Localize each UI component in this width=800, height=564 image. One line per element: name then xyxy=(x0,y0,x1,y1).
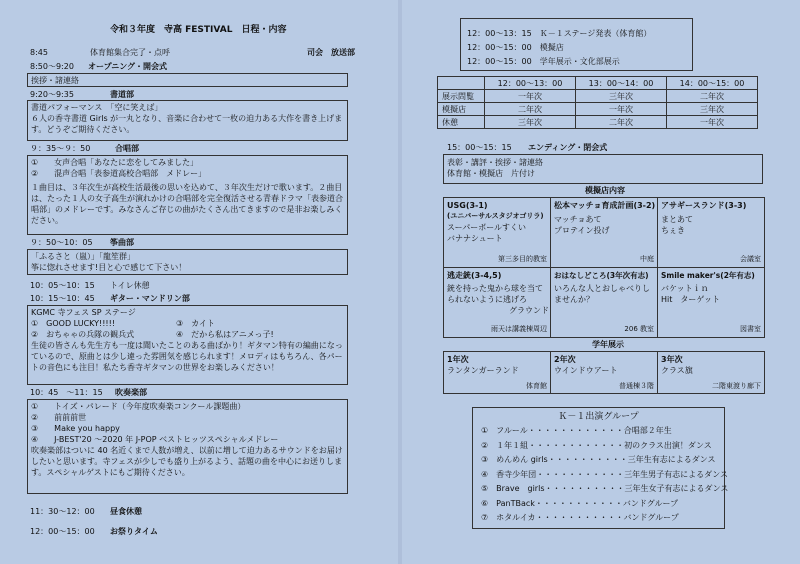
table-header: 14：00～15：00 xyxy=(667,77,758,90)
s9-title: お祭りタイム xyxy=(110,527,158,536)
shop-card xyxy=(447,270,549,336)
s8-time: 11：30～12：00 xyxy=(30,507,95,516)
s1-title: オープニング・開会式 xyxy=(88,62,168,71)
opening-time: 8:45 xyxy=(30,48,48,57)
table-header-row xyxy=(438,77,758,90)
table-cell: 三年次 xyxy=(576,90,667,103)
top-box-line-3: 12：00～15：00 学年展示・文化部展示 xyxy=(467,57,620,66)
table-row xyxy=(438,90,758,103)
shop-name: おはなしどころ(3年次有志) xyxy=(554,271,649,280)
ending-line-1: 表彰・講評・挨拶・諸連絡 xyxy=(447,158,543,167)
s4-line-1: 「ふるさと（嵐）」「龍笙群」 xyxy=(31,252,135,261)
s7-box xyxy=(27,399,348,494)
s6-item-3: ③ カイト xyxy=(176,319,215,328)
shop-item: 銃を持った鬼から球を当てられないように逃げろ xyxy=(447,284,543,304)
shop-item: バナナシュート xyxy=(447,234,503,243)
grade-item: ウインドウアート xyxy=(554,366,618,375)
s4-time: ９：50～10：05 xyxy=(30,238,93,247)
table-row xyxy=(438,103,758,116)
shop-place: 第三多目的教室 xyxy=(498,255,547,263)
table-cell: 一年次 xyxy=(485,90,576,103)
table-cell: 一年次 xyxy=(576,103,667,116)
table-header: 12：00～13：00 xyxy=(485,77,576,90)
grade-card xyxy=(554,354,656,392)
top-box-line-2: 12：00～15：00 模擬店 xyxy=(467,43,564,52)
shop-item: マッチョあて xyxy=(554,215,602,224)
shop-place: 図書室 xyxy=(740,325,761,333)
s6-desc: 生徒の皆さんも先生方も一度は聞いたことのある曲ばかり！ギタマン特有の編曲になっているので、原曲とは少し違った雰囲気を感じられます！メロディはもちろん、各パートの音色にも注目！私たち香寺ギタマンの世界をお楽しみください！ xyxy=(31,341,343,372)
s6-item-1: ① GOOD LUCKY!!!!! xyxy=(31,319,116,328)
s6-title: ギター・マンドリン部 xyxy=(110,294,190,303)
s4-title: 筝曲部 xyxy=(110,238,134,247)
ending-box xyxy=(443,154,763,184)
k1-item: ⑤ Brave girls・・・・・・・・・・三年生女子有志によるダンス xyxy=(481,484,729,493)
shop-item: スーパーボールすくい xyxy=(447,223,527,232)
top-box-line-1: 12：00～13：15 Ｋ－１ステージ発表（体育館） xyxy=(467,29,652,38)
shop-name: Smile maker's(2年有志) xyxy=(661,271,755,280)
grade-card xyxy=(447,354,549,392)
grade-card xyxy=(661,354,763,392)
grade-item: ランタンガーランド xyxy=(447,366,519,375)
table-cell: 模擬店 xyxy=(438,103,485,116)
k1-box xyxy=(472,407,729,529)
s6-box xyxy=(27,305,348,385)
k1-item: ③ めんめん girls・・・・・・・・・・三年生有志によるダンス xyxy=(481,455,716,464)
s7-item-2: ② 前前前世 xyxy=(31,413,87,422)
ending-title: エンディング・閉会式 xyxy=(528,143,608,152)
k1-item: ⑦ ホタルイカ・・・・・・・・・・・バンドグループ xyxy=(481,513,679,522)
shop-item: ちぇき xyxy=(661,226,685,235)
s7-title: 吹奏楽部 xyxy=(115,388,147,397)
s6-time: 10：15～10：45 xyxy=(30,294,95,303)
shop-place: 会議室 xyxy=(740,255,761,263)
s6-head: KGMC 寺フェス SP ステージ xyxy=(31,308,136,317)
grade-place: 体育館 xyxy=(526,382,547,390)
s3-box xyxy=(27,155,348,235)
shop-place: 雨天は講義棟周辺 xyxy=(491,325,547,333)
table-cell: 三年次 xyxy=(667,103,758,116)
k1-item: ④ 香寺少年団・・・・・・・・・・・三年生男子有志によるダンス xyxy=(481,469,729,479)
s7-item-1: ① トイズ・パレード（今年度吹奏楽コンクール課題曲） xyxy=(31,402,246,411)
s7-desc: 吹奏楽部はついに 40 名近くまで人数が増え、以前に増して迫力あるサウンドをお届けしたいと思います。寺フェスが少しでも盛り上がるよう、話題の曲を中心にお送りします。スペシャルゲストにもご期待ください。 xyxy=(31,446,343,477)
rotation-table xyxy=(437,76,758,129)
divider xyxy=(444,267,764,268)
s3-desc: １曲目は、３年次生が高校生活最後の思いを込めて、３年次生だけで歌います。２曲目は、たった１人の女子高生が演れかけの合唱部を完全復活させる青春ドラマ「表参道合唱部」のメドレーです。みなさんご存じの曲がたくさん出てきますので是非お楽しみください。 xyxy=(31,183,343,225)
shop-item: プロテイン投げ xyxy=(554,226,610,235)
grade-item: クラス旗 xyxy=(661,366,693,375)
divider xyxy=(657,352,658,393)
s6-item-2: ② おちゃゃの兵隊の観兵式 xyxy=(31,330,135,339)
shop-item: いろんな人とおしゃべりしませんか？ xyxy=(554,284,650,304)
s6-item-4: ④ だから私はアニメっ子! xyxy=(176,330,274,339)
table-row xyxy=(438,116,758,129)
s2-time: 9:20～9:35 xyxy=(30,90,74,99)
s7-item-3: ③ Make you happy xyxy=(31,424,120,433)
k1-item: ⑥ PanTBack・・・・・・・・・・・バンドグループ xyxy=(481,498,679,508)
s7-time: 10：45 ～11：15 xyxy=(30,388,103,397)
grade-grid xyxy=(443,351,765,394)
s1-box xyxy=(27,73,348,87)
s2-line-1: 書道パフォーマンス 「空に笑えば」 xyxy=(31,103,163,112)
table-cell: 二年次 xyxy=(485,103,576,116)
shop-card xyxy=(554,200,656,266)
table-cell: 二年次 xyxy=(576,116,667,129)
table-cell: 三年次 xyxy=(485,116,576,129)
s5-title: トイレ休憩 xyxy=(110,281,150,290)
shop-sub: (ユニバーサルスタジオゴリラ) xyxy=(447,212,544,220)
table-cell: 一年次 xyxy=(667,116,758,129)
s9-time: 12：00～15：00 xyxy=(30,527,95,536)
opening-role: 司会 放送部 xyxy=(307,48,355,57)
shop-card xyxy=(661,200,763,266)
table-header xyxy=(438,77,485,90)
s2-box xyxy=(27,100,348,141)
shop-item: グラウンド xyxy=(509,306,549,315)
table-cell: 二年次 xyxy=(667,90,758,103)
table-header: 13：00～14：00 xyxy=(576,77,667,90)
s3-item-1: ① 女声合唱「あなたに恋をしてみました」 xyxy=(31,158,199,167)
grade-title: 学年展示 xyxy=(592,340,624,349)
s1-time: 8:50～9:20 xyxy=(30,62,74,71)
s3-time: ９：35～９：50 xyxy=(30,144,91,153)
grade-place: 普通棟３階 xyxy=(619,382,654,390)
k1-title: Ｋ－１出演グループ xyxy=(558,412,639,422)
s2-line-2: ６人の香寺書道 Girls が一丸となり、音楽に合わせて一枚の迫力ある大作を書き上げます。どうぞご期待ください。 xyxy=(31,114,343,134)
shop-name: USG(3-1) xyxy=(447,201,488,210)
s2-title: 書道部 xyxy=(110,90,134,99)
shop-name: 逃走銃(3-4,5) xyxy=(447,271,502,280)
s3-title: 合唱部 xyxy=(115,144,139,153)
s8-title: 昼食休憩 xyxy=(110,507,142,516)
s3-item-2: ② 混声合唱「表参道高校合唱部 メドレー」 xyxy=(31,169,207,178)
table-cell: 休憩 xyxy=(438,116,485,129)
grade-name: 1年次 xyxy=(447,355,469,364)
shop-name: アサギースランド(3-3) xyxy=(661,201,747,210)
s7-item-4: ④ J-BEST'20 ～2020 年 J-POP ベストヒッツスペシャルメドレー xyxy=(31,435,279,444)
shop-grid xyxy=(443,197,765,338)
opening-text: 体育館集合完了・点呼 xyxy=(90,48,170,57)
page-fold xyxy=(398,0,402,564)
k1-item: ① フルール・・・・・・・・・・・・合唱部２年生 xyxy=(481,426,672,435)
k1-item: ② １年１組・・・・・・・・・・・・初のクラス出演！ダンス xyxy=(481,440,712,450)
s4-line-2: 筝に惚れさせます!目と心で感じて下さい！ xyxy=(31,263,187,272)
divider xyxy=(550,352,551,393)
shop-card xyxy=(554,270,656,336)
s4-box xyxy=(27,249,348,275)
shop-title: 模擬店内容 xyxy=(585,186,625,195)
ending-line-2: 体育館・模擬店 片付け xyxy=(447,169,535,178)
shop-card xyxy=(447,200,549,266)
shop-card xyxy=(661,270,763,336)
shop-place: 中庭 xyxy=(640,255,654,263)
ending-time: 15：00～15：15 xyxy=(447,143,512,152)
grade-name: 3年次 xyxy=(661,355,683,364)
page-title: 令和３年度 寺高 FESTIVAL 日程・内容 xyxy=(110,25,287,35)
s1-box-text: 挨拶・諸連絡 xyxy=(31,76,79,85)
shop-item: バケットｉｎ xyxy=(661,284,709,293)
table-cell: 展示問覧 xyxy=(438,90,485,103)
s5-time: 10：05～10：15 xyxy=(30,281,95,290)
top-schedule-box xyxy=(460,18,693,71)
shop-name: 松本マッチョ育成計画(3-2) xyxy=(554,201,656,210)
grade-name: 2年次 xyxy=(554,355,576,364)
shop-item: Hit ターゲット xyxy=(661,295,721,304)
grade-place: 二階東渡り廊下 xyxy=(712,382,761,390)
shop-place: 206 教室 xyxy=(624,325,654,333)
shop-item: まとあて xyxy=(661,215,693,224)
